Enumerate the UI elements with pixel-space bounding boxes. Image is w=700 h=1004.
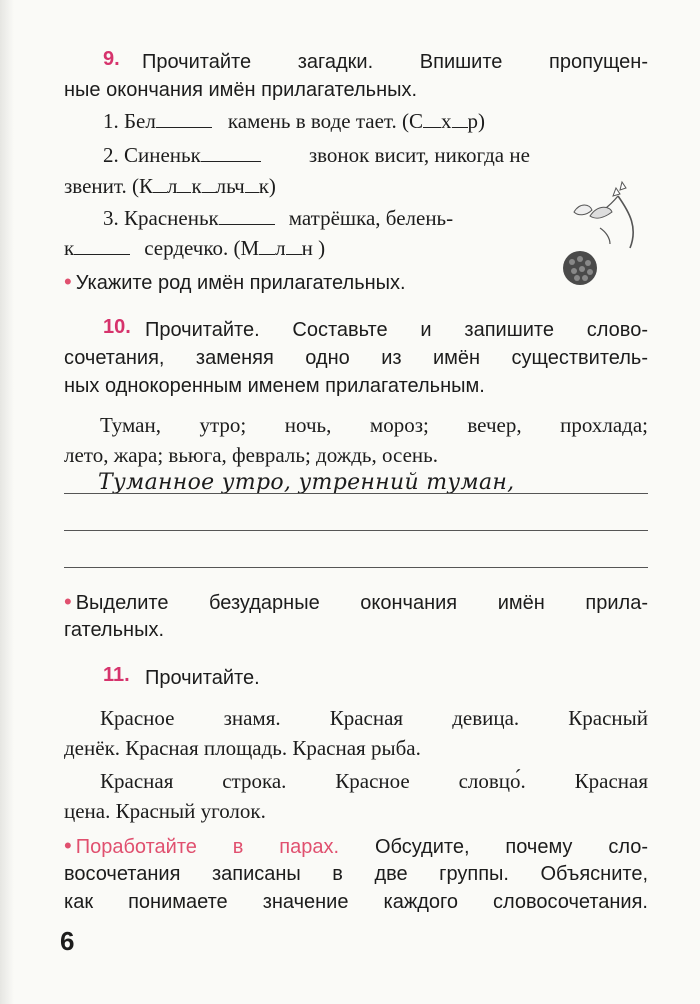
riddle-2-line1: 2. Синеньк звонок висит, никогда не — [103, 143, 530, 167]
exercise-9-instruction-line2: ные окончания имён прилагательных. — [64, 79, 418, 101]
exercise-10-number: 10. — [103, 316, 131, 338]
exercise-11-number: 11. — [103, 664, 130, 686]
exercise-10-words-line2: лето, жара; вьюга, февраль; дождь, осень. — [64, 443, 438, 467]
writing-line — [64, 567, 648, 568]
exercise-11-task-line1: • Поработайте в парах. Обсудите, почему сло- — [64, 833, 649, 858]
exercise-11-phrases-line1: Красное знамя. Красная девица. Красный — [100, 706, 648, 730]
riddle-2-line2: звенит. (К л к льч к) — [64, 174, 276, 198]
exercise-10-instruction-line3: ных однокоренным именем прилагательным. — [64, 375, 485, 397]
exercise-10-task-line1: • Выделите безударные окончания имён прила- — [64, 589, 648, 614]
exercise-10-instruction-line2: сочетания, заменяя одно из имён существитель- — [64, 347, 648, 369]
exercise-11-phrases-line3: Красная строка. Красное словцо́. Красная — [100, 769, 648, 793]
handwritten-example: Туманное утро, утренний туман, — [98, 470, 515, 495]
bullet-icon: • — [64, 589, 72, 614]
exercise-9-instruction-line1: Прочитайте загадки. Впишите пропущен- — [142, 51, 648, 73]
writing-line — [64, 530, 648, 531]
riddle-3-line2: к сердечко. (М л н ) — [64, 236, 326, 260]
exercise-11-task-line3: как понимаете значение каждого словосочетания. — [64, 891, 648, 913]
blank — [156, 109, 212, 128]
exercise-10-task-line2: гательных. — [64, 619, 164, 641]
bullet-icon: • — [64, 833, 72, 858]
exercise-11-task-line2: восочетания записаны в две группы. Объясните, — [64, 863, 648, 885]
exercise-10-words-line1: Туман, утро; ночь, мороз; вечер, прохлада; — [100, 413, 648, 437]
exercise-11-phrases-line2: денёк. Красная площадь. Красная рыба. — [64, 736, 421, 760]
riddle-3-line1: 3. Красненьк матрёшка, белень- — [103, 206, 454, 230]
exercise-11-instruction: Прочитайте. — [145, 667, 260, 689]
riddle-1: 1. Бел камень в воде тает. (С х р) — [103, 109, 486, 133]
exercise-9-task: • Укажите род имён прилагательных. — [64, 269, 406, 294]
exercise-11-phrases-line4: цена. Красный уголок. — [64, 799, 266, 823]
page-binding-shadow — [0, 0, 14, 1004]
raspberry-flower-illustration — [560, 168, 650, 298]
bullet-icon: • — [64, 269, 72, 294]
writing-line — [64, 493, 648, 494]
exercise-9-number: 9. — [103, 48, 120, 70]
page-number: 6 — [60, 926, 75, 956]
exercise-10-instruction-line1: Прочитайте. Составьте и запишите слово- — [145, 319, 648, 341]
